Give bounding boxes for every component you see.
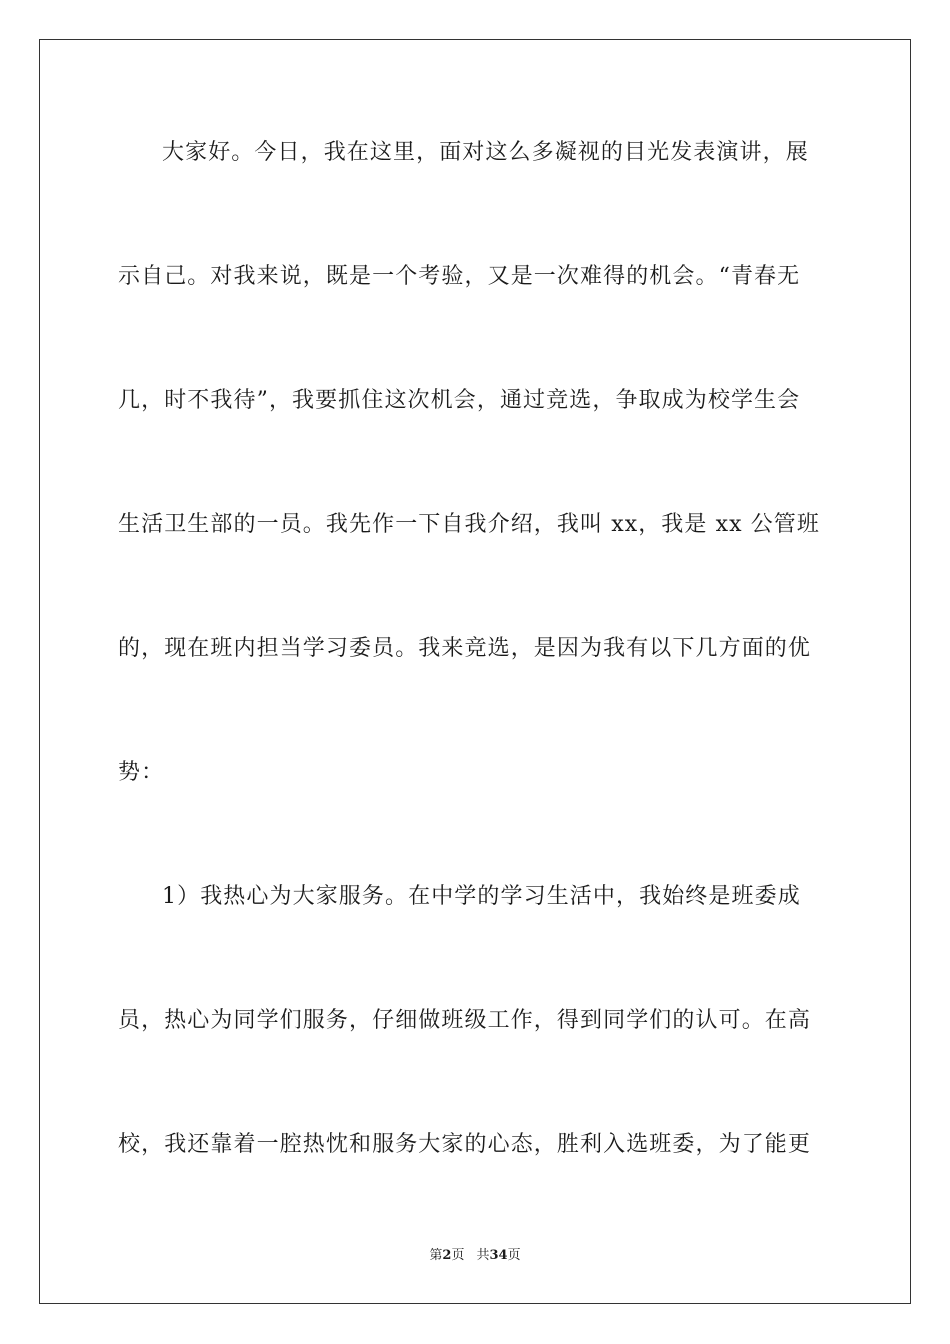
- text-line-7: 1）我热心为大家服务。在中学的学习生活中，我始终是班委成: [162, 884, 801, 909]
- footer-page-number: 2: [442, 1248, 452, 1263]
- footer-total-pages: 34: [489, 1248, 508, 1263]
- document-body: [118, 122, 838, 1238]
- text-line-4: 生活卫生部的一员。我先作一下自我介绍，我叫 xx，我是 xx 公管班: [118, 512, 821, 537]
- footer-total-suffix: 页: [507, 1248, 521, 1263]
- text-line-1: 大家好。今日，我在这里，面对这么多凝视的目光发表演讲，展: [162, 140, 809, 165]
- footer-page-suffix: 页: [451, 1248, 465, 1263]
- text-line-3: 几，时不我待”，我要抓住这次机会，通过竞选，争取成为校学生会: [118, 388, 801, 413]
- page-footer: [0, 1247, 950, 1265]
- text-line-2: 示自己。对我来说，既是一个考验，又是一次难得的机会。“青春无: [118, 264, 801, 289]
- footer-page-prefix: 第: [429, 1248, 443, 1263]
- text-line-9: 校，我还靠着一腔热忱和服务大家的心态，胜利入选班委，为了能更: [118, 1132, 812, 1157]
- text-line-5: 的，现在班内担当学习委员。我来竞选，是因为我有以下几方面的优: [118, 636, 812, 661]
- text-line-8: 员，热心为同学们服务，仔细做班级工作，得到同学们的认可。在高: [118, 1008, 812, 1033]
- text-line-6: 势：: [118, 760, 165, 785]
- footer-total-prefix: 共: [476, 1248, 490, 1263]
